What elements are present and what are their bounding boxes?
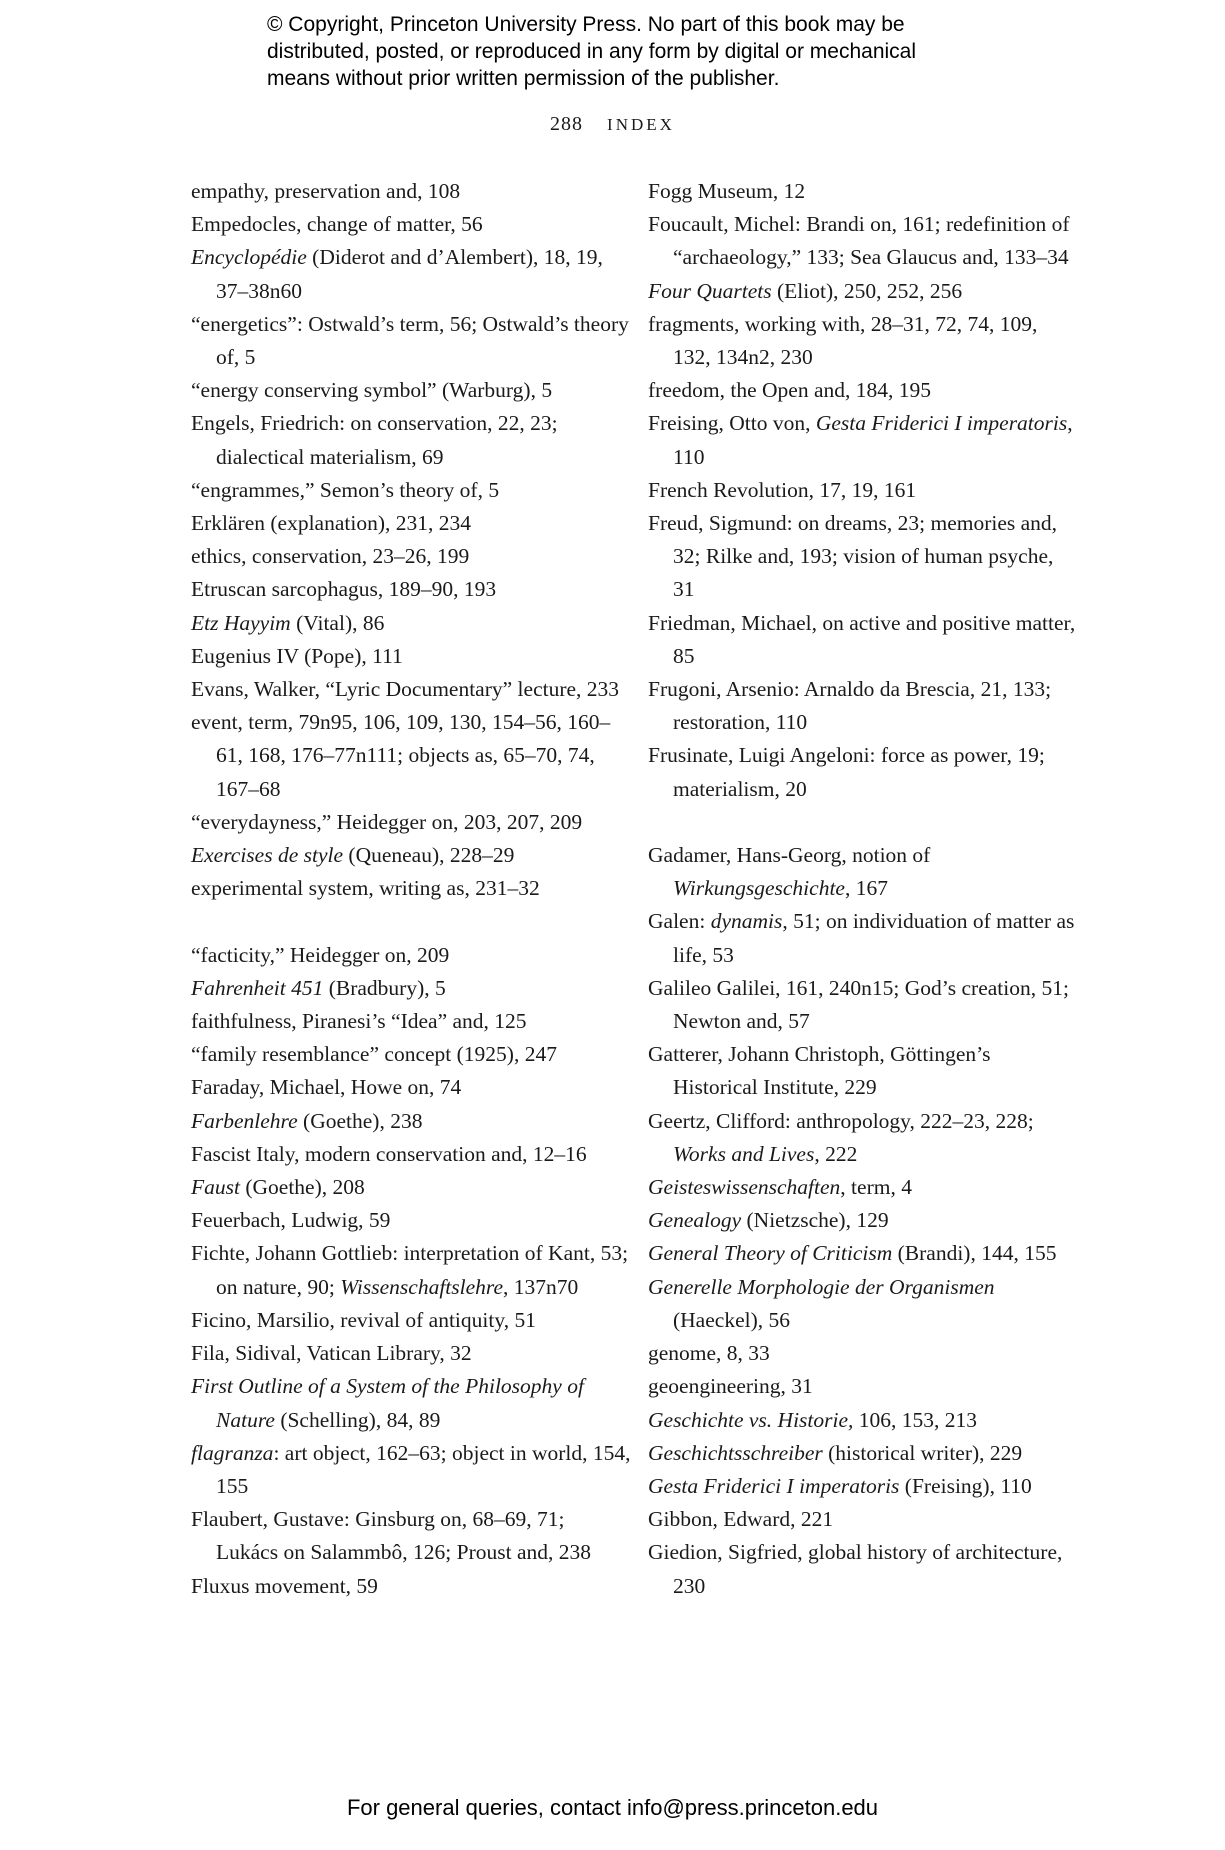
index-entry-text: Gatterer, Johann Christoph, Göttingen’s Historical Institute, 229 (648, 1042, 991, 1100)
index-entry-text: Galileo Galilei, 161, 240n15; God’s creation, 51; Newton and, 57 (648, 975, 1069, 1034)
index-entry-title: Farbenlehre (191, 1108, 298, 1133)
index-entry-text: Galen: (648, 909, 711, 934)
index-entry (191, 407, 631, 473)
index-entry (648, 1105, 1078, 1171)
index-entry (648, 1503, 1078, 1536)
index-entry (648, 474, 1078, 507)
index-entry-text: Fascist Italy, modern conservation and, 12–16 (191, 1141, 587, 1166)
index-entry-text: Freud, Sigmund: on dreams, 23; memories and, 32; Rilke and, 193; vision of human psyche, 31 (648, 511, 1058, 602)
index-entry-title: Exercises de style (191, 843, 344, 868)
index-entry (648, 1404, 1078, 1437)
index-entry-title: Wissenschaftslehre (340, 1274, 504, 1299)
index-entry-text: (Eliot), 250, 252, 256 (771, 278, 963, 303)
index-entry-title: Gesta Friderici I imperatoris (648, 1473, 900, 1498)
index-entry-text: fragments, working with, 28–31, 72, 74, 109, 132, 134n2, 230 (648, 311, 1038, 370)
index-entry-text: (Schelling), 84, 89 (274, 1407, 441, 1432)
index-entry-text: (Goethe), 208 (239, 1175, 365, 1200)
index-entry (191, 1171, 631, 1204)
index-entry (191, 872, 631, 905)
index-entry-text: Etruscan sarcophagus, 189–90, 193 (191, 577, 497, 602)
index-entry (191, 1570, 631, 1603)
index-entry-text: French Revolution, 17, 19, 161 (648, 477, 917, 502)
index-entry-title: Encyclopédie (191, 245, 307, 270)
index-entry-text: experimental system, writing as, 231–32 (191, 876, 540, 901)
index-entry-title: Genealogy (648, 1208, 742, 1233)
index-entry-title: dynamis (710, 909, 783, 934)
index-entry-title: General Theory of Criticism (648, 1241, 893, 1266)
index-entry (648, 839, 1078, 905)
index-entry-title: Gesta Friderici I imperatoris (815, 411, 1068, 436)
index-entry (648, 739, 1078, 805)
index-entry-text: , 167 (844, 876, 888, 901)
index-entry-title: flagranza (191, 1440, 274, 1465)
index-entry-text: Fila, Sidival, Vatican Library, 32 (191, 1341, 472, 1366)
index-entry (191, 374, 631, 407)
running-head (0, 113, 1225, 136)
index-entry-text: (Bradbury), 5 (323, 975, 446, 1000)
index-column-left (191, 175, 631, 1603)
index-entry-text: : art object, 162–63; object in world, 154, 155 (216, 1440, 631, 1498)
index-entry-text: (Freising), 110 (899, 1473, 1032, 1498)
index-entry (191, 308, 631, 374)
index-entry (191, 939, 631, 972)
copyright-line: © Copyright, Princeton University Press. No part of this book may be (267, 13, 905, 36)
index-entry-text: Friedman, Michael, on active and positive matter, 85 (648, 610, 1076, 668)
index-entry-text: , term, 4 (840, 1175, 912, 1200)
index-entry (191, 540, 631, 573)
index-entry-text: genome, 8, 33 (648, 1341, 770, 1366)
index-entry (191, 972, 631, 1005)
index-entry-text: “family resemblance” concept (1925), 247 (191, 1042, 557, 1067)
index-entry-text: ethics, conservation, 23–26, 199 (191, 544, 470, 569)
index-entry-text: , 110 (673, 411, 1073, 469)
index-entry (191, 573, 631, 606)
index-column-right (648, 175, 1078, 1603)
index-entry (648, 1337, 1078, 1370)
index-entry-text: empathy, preservation and, 108 (191, 179, 461, 203)
index-entry-text: (historical writer), 229 (822, 1440, 1023, 1465)
index-entry (191, 1337, 631, 1370)
index-entry (191, 1503, 631, 1569)
index-entry-text: Erklären (explanation), 231, 234 (191, 511, 472, 536)
index-entry-text: Giedion, Sigfried, global history of architecture, 230 (648, 1540, 1063, 1598)
index-entry-text: Flaubert, Gustave: Ginsburg on, 68–69, 71; Lukács on Salammbô, 126; Proust and, 238 (191, 1507, 592, 1565)
index-entry (648, 208, 1078, 274)
index-entry (191, 1038, 631, 1071)
index-entry-text: , 222 (814, 1141, 858, 1166)
index-entry (191, 1071, 631, 1104)
index-entry-text: (Brandi), 144, 155 (892, 1241, 1057, 1266)
index-entry (648, 1204, 1078, 1237)
index-entry-text: “everydayness,” Heidegger on, 203, 207, 209 (191, 809, 583, 834)
index-entry-text: geoengineering, 31 (648, 1374, 813, 1399)
index-entry-title: Works and Lives (673, 1141, 815, 1166)
index-entry (191, 640, 631, 673)
index-entry (191, 241, 631, 307)
index-entry (648, 905, 1078, 971)
index-entry (191, 175, 631, 208)
index-entry (191, 1437, 631, 1503)
index-entry (648, 1370, 1078, 1403)
index-entry-text: Feuerbach, Ludwig, 59 (191, 1208, 391, 1233)
index-entry-text: freedom, the Open and, 184, 195 (648, 378, 932, 403)
index-entry (191, 806, 631, 839)
index-entry-title: Generelle Morphologie der Organismen (648, 1274, 995, 1299)
footer-contact: For general queries, contact info@press.princeton.edu (346, 1795, 879, 1820)
index-entry-text: (Queneau), 228–29 (343, 843, 515, 868)
index-entry-text: “engrammes,” Semon’s theory of, 5 (191, 477, 500, 502)
index-entry-title: Geschichtsschreiber (648, 1440, 823, 1465)
index-entry (648, 1470, 1078, 1503)
index-entry-text: (Diderot and d’Alembert), 18, 19, 37–38n60 (216, 245, 603, 303)
index-entry (648, 175, 1078, 208)
index-entry-text: faithfulness, Piranesi’s “Idea” and, 125 (191, 1009, 527, 1034)
index-entry (648, 1171, 1078, 1204)
index-entry (648, 308, 1078, 374)
index-entry-title: Faust (191, 1175, 240, 1200)
index-entry-text: (Goethe), 238 (297, 1108, 423, 1133)
index-entry-text: Ficino, Marsilio, revival of antiquity, 51 (191, 1307, 536, 1332)
index-entry-text: Freising, Otto von, (648, 411, 816, 436)
index-entry-title: First Outline of a System of the Philosophy of Nature (191, 1374, 584, 1432)
index-entry-text: Faraday, Michael, Howe on, 74 (191, 1075, 462, 1100)
index-entry-title: Fahrenheit 451 (191, 975, 324, 1000)
index-entry-text: Foucault, Michel: Brandi on, 161; redefinition of “archaeology,” 133; Sea Glaucus and, 133–34 (648, 212, 1070, 270)
copyright-notice (267, 11, 987, 92)
index-entry-text: (Nietzsche), 129 (741, 1208, 889, 1233)
index-entry (648, 673, 1078, 739)
index-entry (648, 275, 1078, 308)
index-entry-title: Four Quartets (648, 278, 772, 303)
index-entry-text: (Haeckel), 56 (673, 1307, 790, 1332)
index-entry-text: Fluxus movement, 59 (191, 1573, 378, 1598)
index-entry-text: , 137n70 (503, 1274, 579, 1299)
copyright-line: distributed, posted, or reproduced in any form by digital or mechanical (267, 40, 917, 63)
index-entry (191, 1138, 631, 1171)
index-entry (191, 1204, 631, 1237)
page-number: 288 (550, 113, 584, 135)
index-entry-text: Gibbon, Edward, 221 (648, 1507, 834, 1532)
index-entry (648, 507, 1078, 607)
index-entry (648, 1437, 1078, 1470)
index-entry (191, 1105, 631, 1138)
index-entry (648, 1237, 1078, 1270)
index-entry-title: Wirkungsgeschichte (673, 876, 845, 901)
index-entry-text: 106, 153, 213 (853, 1407, 978, 1432)
index-entry-text: Frusinate, Luigi Angeloni: force as power, 19; materialism, 20 (648, 743, 1045, 801)
index-entry (191, 1237, 631, 1303)
index-entry-text: Gadamer, Hans-Georg, notion of (648, 843, 931, 868)
index-entry-text: , 51; on individuation of matter as life, 53 (673, 909, 1075, 967)
index-entry-text: “facticity,” Heidegger on, 209 (191, 942, 450, 967)
index-entry-text: Geertz, Clifford: anthropology, 222–23, 228; (648, 1108, 1034, 1133)
index-entry-title: Etz Hayyim (191, 610, 291, 635)
index-entry (648, 1536, 1078, 1602)
index-entry-title: Geschichte vs. Historie, (648, 1407, 854, 1432)
index-entry-text: “energetics”: Ostwald’s term, 56; Ostwald’s theory of, 5 (191, 311, 629, 370)
index-entry (191, 1370, 631, 1436)
index-entry-text: event, term, 79n95, 106, 109, 130, 154–56, 160–61, 168, 176–77n111; objects as, 65–70, 74, 167–68 (191, 710, 611, 801)
index-entry-text: Empedocles, change of matter, 56 (191, 212, 483, 237)
index-entry (648, 1038, 1078, 1104)
index-entry-text: “energy conserving symbol” (Warburg), 5 (191, 378, 553, 403)
index-entry (648, 607, 1078, 673)
index-entry (648, 374, 1078, 407)
index-entry (191, 607, 631, 640)
index-entry (648, 1271, 1078, 1337)
index-entry (648, 972, 1078, 1038)
index-entry (191, 474, 631, 507)
index-entry-text: Fichte, Johann Gottlieb: interpretation of Kant, 53; on nature, 90; (191, 1241, 629, 1299)
index-entry-text: Eugenius IV (Pope), 111 (191, 643, 403, 668)
index-entry (191, 507, 631, 540)
index-entry (191, 673, 631, 706)
index-entry (191, 208, 631, 241)
section-title: INDEX (607, 115, 675, 134)
index-entry (648, 407, 1078, 473)
index-entry-text: (Vital), 86 (290, 610, 385, 635)
index-entry-text: Evans, Walker, “Lyric Documentary” lecture, 233 (191, 677, 620, 702)
copyright-line: means without prior written permission of the publisher. (267, 67, 780, 90)
index-entry (191, 1304, 631, 1337)
index-entry (191, 1005, 631, 1038)
index-entry (191, 839, 631, 872)
index-entry (191, 706, 631, 806)
index-entry-text: Engels, Friedrich: on conservation, 22, 23; dialectical materialism, 69 (191, 411, 558, 469)
index-entry-title: Geisteswissenschaften (648, 1175, 841, 1200)
index-entry-text: Frugoni, Arsenio: Arnaldo da Brescia, 21, 133; restoration, 110 (648, 677, 1052, 735)
index-entry-text: Fogg Museum, 12 (648, 179, 806, 203)
